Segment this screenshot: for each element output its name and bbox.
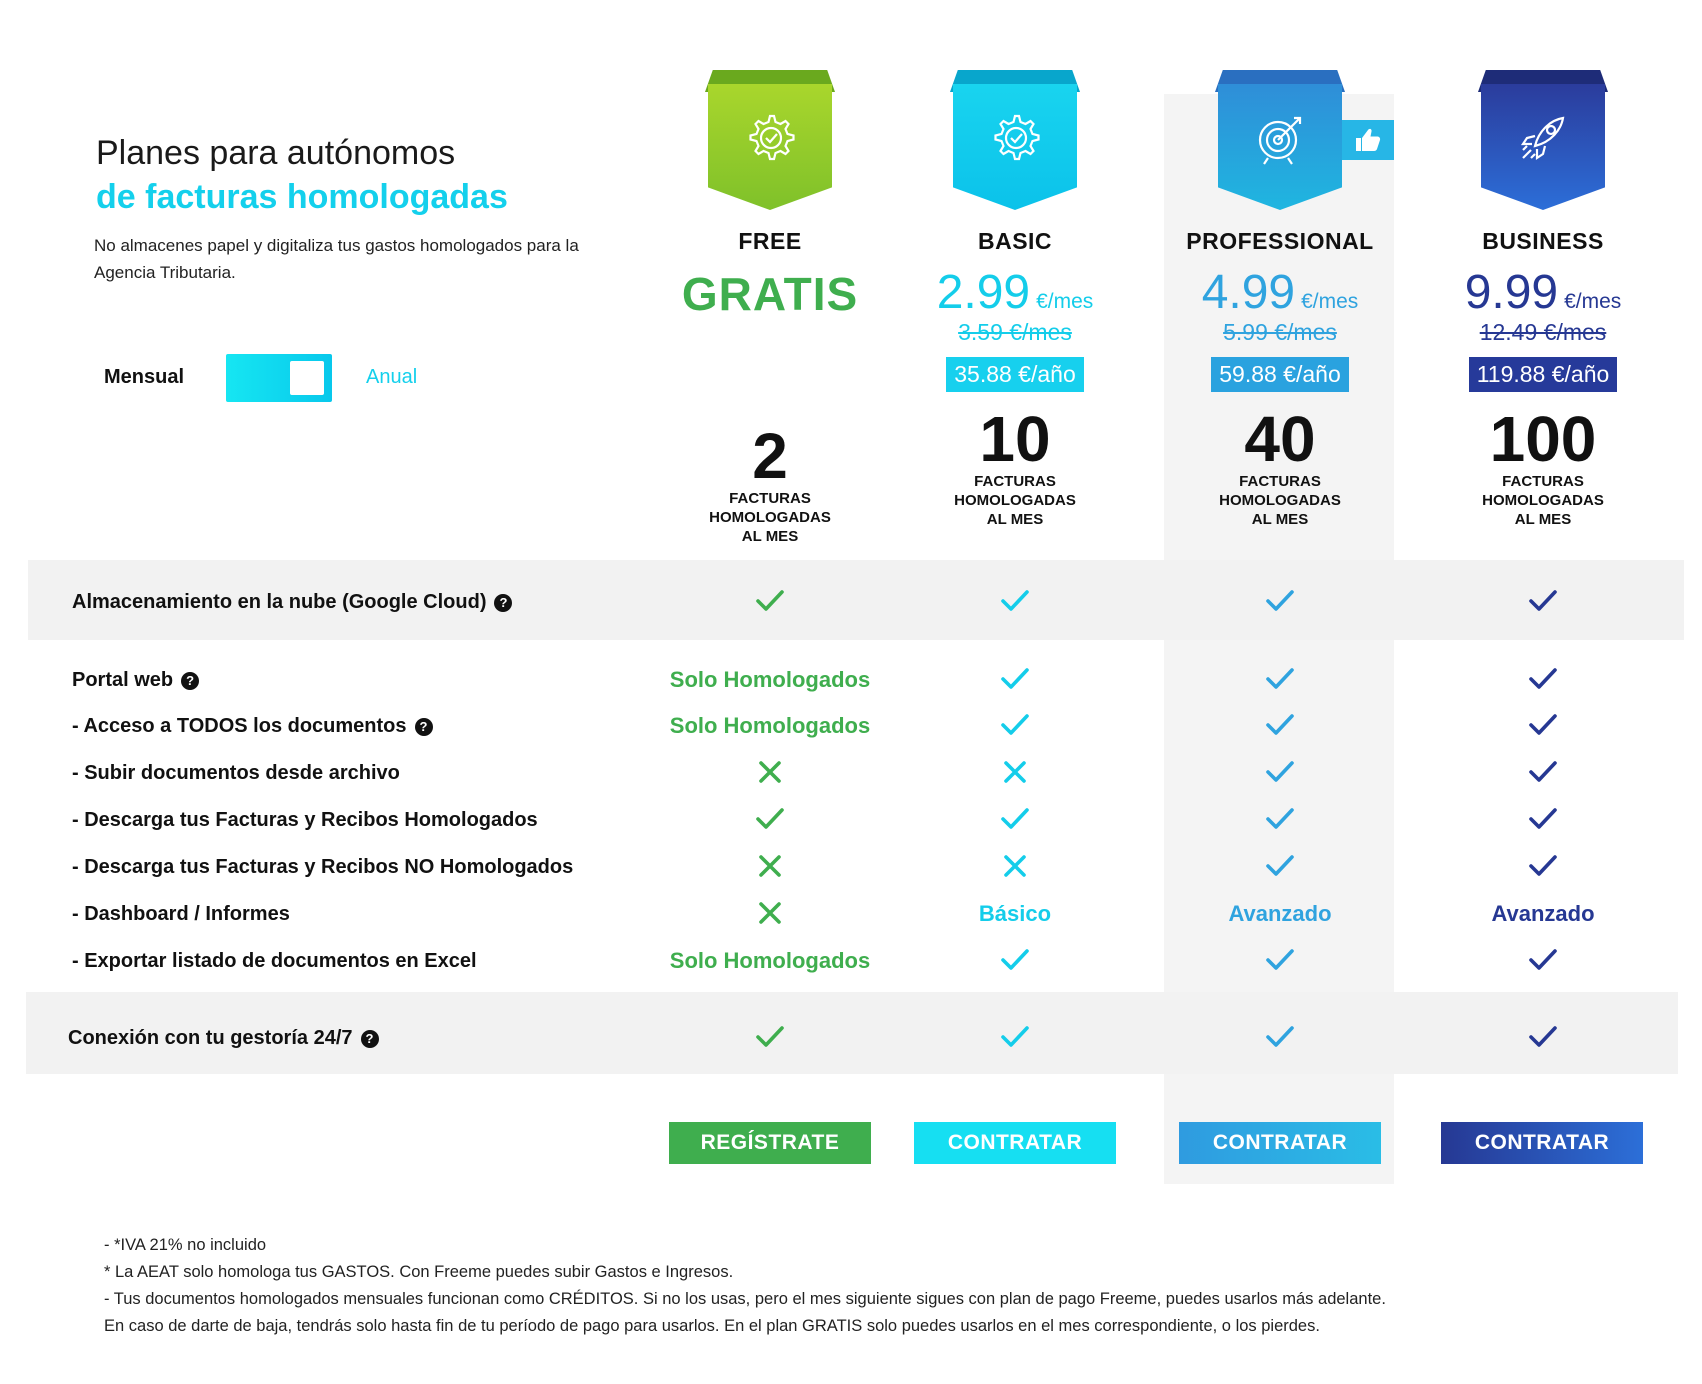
check-icon: [1155, 852, 1405, 879]
plan-business: [1418, 70, 1668, 529]
cross-icon: [645, 852, 895, 879]
feature-label-text: - Exportar listado de documentos en Excel: [72, 950, 477, 972]
plan-business-price: 9.99: [1464, 266, 1559, 319]
footnotes: [104, 1232, 1664, 1340]
plan-basic: [890, 70, 1140, 529]
check-icon: [1155, 711, 1405, 738]
feature-value-free: Solo Homologados: [669, 667, 871, 692]
help-icon[interactable]: ?: [494, 594, 512, 612]
plan-professional-count-label-2: HOMOLOGADAS: [1219, 492, 1341, 509]
feature-label-text: - Descarga tus Facturas y Recibos NO Homologados: [72, 856, 574, 878]
feature-label: [72, 903, 290, 926]
plan-basic-count-label-3: AL MES: [986, 511, 1044, 528]
check-icon: [1155, 758, 1405, 785]
feature-label: [72, 762, 400, 785]
plan-basic-ribbon: [953, 70, 1077, 210]
help-icon[interactable]: ?: [181, 672, 199, 690]
plan-professional-count-label-1: FACTURAS: [1239, 473, 1321, 490]
check-icon: [1155, 946, 1405, 973]
feature-label-text: Portal web: [72, 669, 174, 691]
feature-label: [72, 856, 573, 879]
check-icon: [1418, 946, 1668, 973]
page-description: No almacenes papel y digitaliza tus gastos homologados para la Agencia Tributaria.: [94, 236, 579, 282]
plan-free-count-label-2: HOMOLOGADAS: [709, 509, 831, 526]
plan-free-count-label-1: FACTURAS: [729, 490, 811, 507]
feature-label: [72, 669, 199, 692]
plan-basic-count-label-2: HOMOLOGADAS: [954, 492, 1076, 509]
footnote-vat: - *IVA 21% no incluido: [104, 1236, 267, 1254]
feature-value-business: Avanzado: [1491, 901, 1595, 926]
gear-check-icon: [985, 108, 1045, 168]
plan-professional-count-label-3: AL MES: [1251, 511, 1309, 528]
cross-icon: [645, 899, 895, 926]
check-icon: [645, 1023, 895, 1050]
billing-monthly-label[interactable]: Mensual: [104, 366, 185, 388]
feature-value-basic: Básico: [978, 901, 1052, 926]
plan-professional-ribbon: [1218, 70, 1342, 210]
page-subtitle: de facturas homologadas: [96, 178, 508, 216]
plan-business-old-price: 12.49 €/mes: [1479, 319, 1607, 345]
feature-label-text: - Acceso a TODOS los documentos: [72, 715, 407, 737]
plan-business-count-label-1: FACTURAS: [1502, 473, 1584, 490]
check-icon: [1418, 665, 1668, 692]
plan-business-name: BUSINESS: [1482, 228, 1604, 254]
plan-basic-price: 2.99: [936, 266, 1031, 319]
feature-label-text: - Dashboard / Informes: [72, 903, 290, 925]
plan-basic-count: 10: [979, 403, 1051, 475]
check-icon: [890, 805, 1140, 832]
gear-check-icon: [740, 108, 800, 168]
check-icon: [1418, 758, 1668, 785]
check-icon: [1155, 805, 1405, 832]
feature-label: [72, 809, 538, 832]
rocket-icon: [1513, 108, 1573, 168]
check-icon: [890, 587, 1140, 614]
contract-business-button[interactable]: CONTRATAR: [1441, 1122, 1643, 1164]
plan-business-count: 100: [1489, 403, 1597, 475]
feature-label: [72, 715, 433, 738]
plan-business-price-unit: €/mes: [1564, 290, 1622, 313]
check-icon: [890, 1023, 1140, 1050]
check-icon: [645, 587, 895, 614]
contract-basic-button[interactable]: CONTRATAR: [914, 1122, 1116, 1164]
plan-free-price: GRATIS: [681, 268, 859, 320]
feature-label: [72, 591, 512, 614]
check-icon: [890, 946, 1140, 973]
plan-free: [645, 70, 895, 546]
check-icon: [1418, 587, 1668, 614]
feature-value-free: Solo Homologados: [669, 713, 871, 738]
feature-value-professional: Avanzado: [1228, 901, 1332, 926]
toggle-knob[interactable]: [290, 361, 324, 395]
check-icon: [890, 665, 1140, 692]
plan-professional-name: PROFESSIONAL: [1186, 228, 1374, 254]
footnote-aeat: * La AEAT solo homologa tus GASTOS. Con Freeme puedes subir Gastos e Ingresos.: [104, 1263, 734, 1281]
cross-icon: [890, 758, 1140, 785]
feature-label-text: Almacenamiento en la nube (Google Cloud): [72, 591, 487, 613]
billing-period-toggle[interactable]: [226, 354, 332, 402]
plan-basic-name: BASIC: [977, 228, 1053, 254]
check-icon: [1418, 711, 1668, 738]
plan-basic-annual-price: 35.88 €/año: [946, 357, 1084, 392]
check-icon: [1418, 805, 1668, 832]
feature-label-text: - Descarga tus Facturas y Recibos Homologados: [72, 809, 538, 831]
plan-business-count-label-3: AL MES: [1514, 511, 1572, 528]
target-icon: [1250, 108, 1310, 168]
plan-basic-price-unit: €/mes: [1036, 290, 1094, 313]
check-icon: [890, 711, 1140, 738]
plan-basic-old-price: 3.59 €/mes: [958, 319, 1072, 345]
help-icon[interactable]: ?: [415, 718, 433, 736]
plan-business-count-label-2: HOMOLOGADAS: [1482, 492, 1604, 509]
plan-professional: [1155, 70, 1405, 529]
plan-business-ribbon: [1481, 70, 1605, 210]
plan-professional-old-price: 5.99 €/mes: [1223, 319, 1337, 345]
feature-label-text: Conexión con tu gestoría 24/7: [68, 1027, 353, 1049]
plan-free-count-label-3: AL MES: [741, 528, 799, 545]
feature-value-free: Solo Homologados: [669, 948, 871, 973]
plan-professional-annual-price: 59.88 €/año: [1211, 357, 1349, 392]
feature-label-text: - Subir documentos desde archivo: [72, 762, 400, 784]
plan-business-annual-price: 119.88 €/año: [1469, 357, 1618, 392]
check-icon: [645, 805, 895, 832]
plan-professional-price: 4.99: [1201, 266, 1296, 319]
plan-basic-count-label-1: FACTURAS: [974, 473, 1056, 490]
page-title: Planes para autónomos: [96, 134, 456, 172]
footnote-cancellation: En caso de darte de baja, tendrás solo hasta fin de tu período de pago para usarlos. En el plan GRATIS solo puedes usarlos en el mes correspondiente, o los pierdes.: [104, 1317, 1320, 1335]
plan-professional-price-unit: €/mes: [1301, 290, 1359, 313]
check-icon: [1155, 587, 1405, 614]
check-icon: [1418, 1023, 1668, 1050]
feature-label: [68, 1027, 379, 1050]
plan-free-count: 2: [752, 420, 788, 492]
plan-free-name: FREE: [738, 228, 802, 254]
cross-icon: [890, 852, 1140, 879]
help-icon[interactable]: ?: [361, 1030, 379, 1048]
contract-professional-button[interactable]: CONTRATAR: [1179, 1122, 1381, 1164]
plan-professional-count: 40: [1244, 403, 1316, 475]
feature-label: [72, 950, 477, 973]
register-button[interactable]: REGÍSTRATE: [669, 1122, 871, 1164]
cross-icon: [645, 758, 895, 785]
check-icon: [1155, 1023, 1405, 1050]
plan-free-ribbon: [708, 70, 832, 210]
footnote-credits: - Tus documentos homologados mensuales funcionan como CRÉDITOS. Si no los usas, pero el mes siguiente sigues con plan de pago Freeme, puedes usarlos más adelante.: [104, 1290, 1386, 1308]
check-icon: [1155, 665, 1405, 692]
check-icon: [1418, 852, 1668, 879]
billing-annual-label[interactable]: Anual: [366, 366, 418, 388]
